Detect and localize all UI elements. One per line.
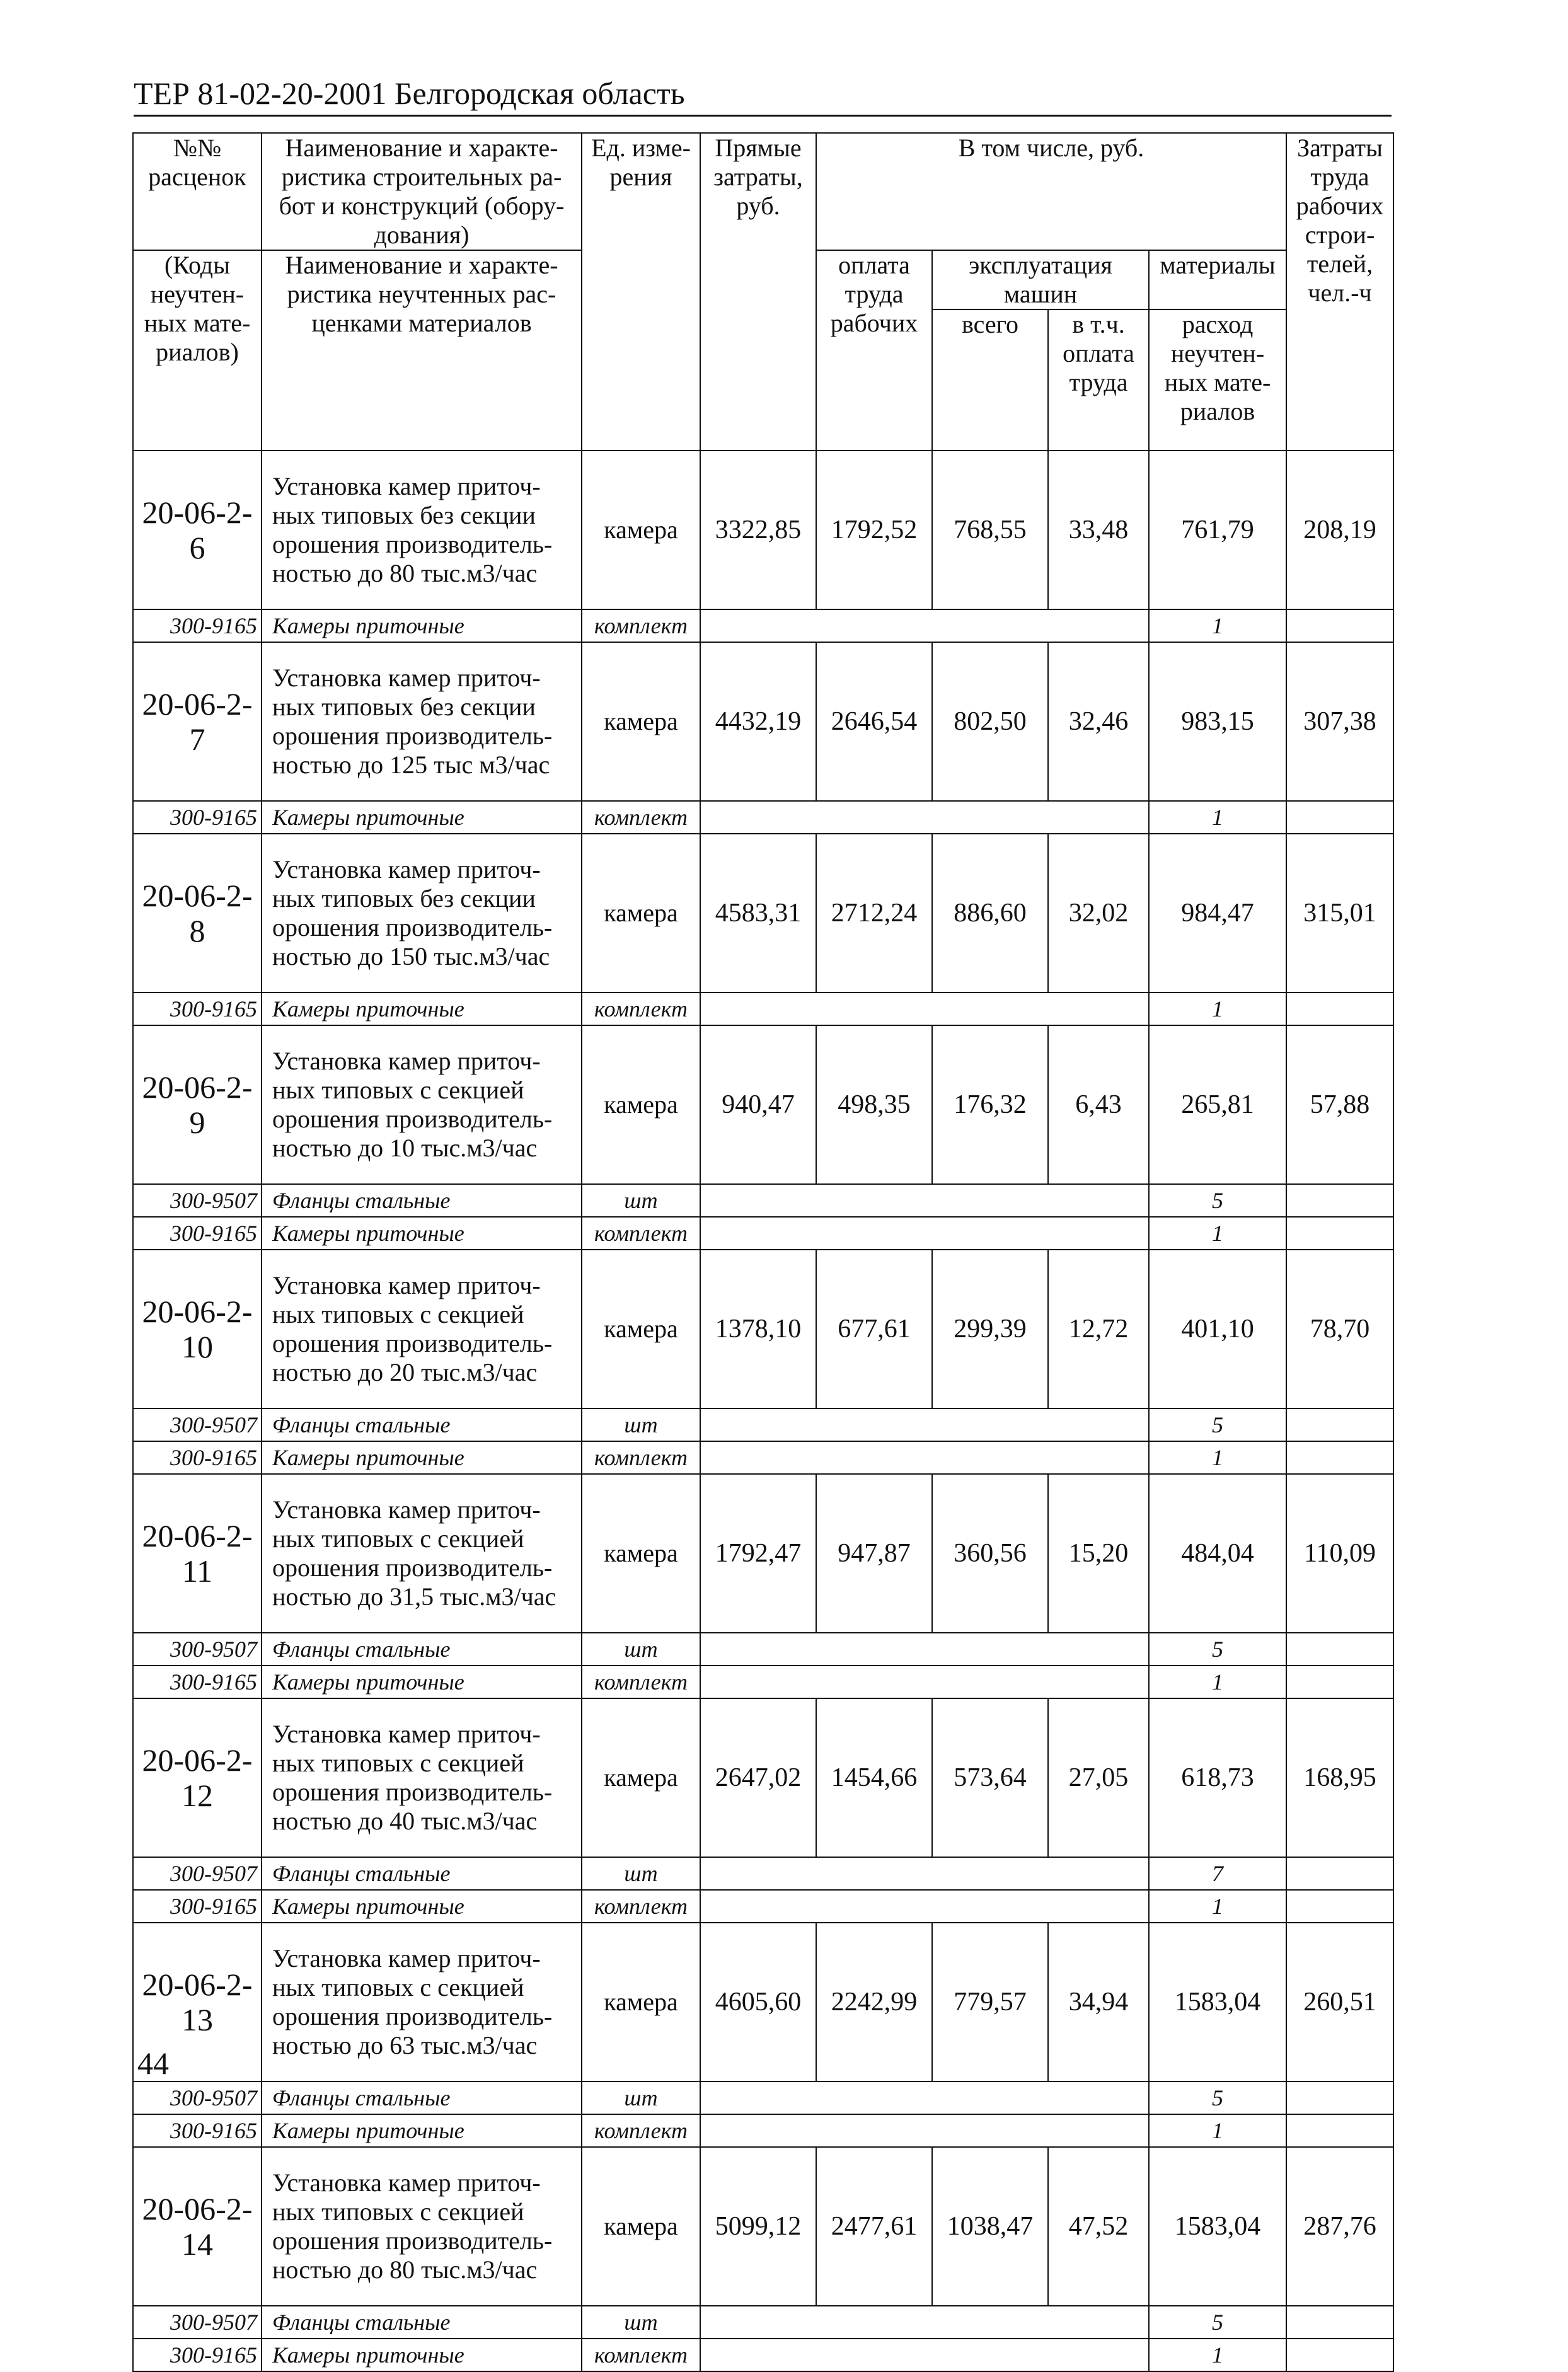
material-unit: комплект <box>582 609 700 642</box>
material-code: 300-9165 <box>133 2114 262 2147</box>
material-code: 300-9507 <box>133 1857 262 1890</box>
header-machine-total: всего <box>932 309 1048 451</box>
materials-cost: 618,73 <box>1149 1698 1286 1857</box>
material-unit: шт <box>582 1408 700 1441</box>
header-materials: материалы <box>1149 250 1286 309</box>
machine-total: 360,56 <box>932 1474 1048 1633</box>
material-name: Фланцы стальные <box>262 1184 582 1217</box>
header-code: №№ расценок <box>133 133 262 250</box>
material-row <box>133 1441 1393 1474</box>
material-empty-labor <box>1286 2306 1393 2339</box>
material-name: Камеры приточные <box>262 1441 582 1474</box>
material-empty-span <box>700 2339 1149 2371</box>
material-name: Камеры приточные <box>262 993 582 1025</box>
header-row-1 <box>133 133 1393 250</box>
material-unit: шт <box>582 1857 700 1890</box>
rate-code: 20-06-2-9 <box>133 1025 262 1184</box>
table-body <box>133 133 1393 2371</box>
direct-costs: 940,47 <box>700 1025 816 1184</box>
labor-pay: 2646,54 <box>816 642 932 801</box>
material-unit: шт <box>582 1184 700 1217</box>
material-code: 300-9165 <box>133 1217 262 1250</box>
material-code: 300-9507 <box>133 2306 262 2339</box>
material-qty: 1 <box>1149 1217 1286 1250</box>
rate-row <box>133 1025 1393 1184</box>
material-name: Камеры приточные <box>262 1666 582 1698</box>
rate-row <box>133 1474 1393 1633</box>
rate-code: 20-06-2-12 <box>133 1698 262 1857</box>
material-empty-labor <box>1286 609 1393 642</box>
material-unit: комплект <box>582 1666 700 1698</box>
material-row <box>133 2114 1393 2147</box>
rate-code: 20-06-2-11 <box>133 1474 262 1633</box>
machine-pay: 6,43 <box>1048 1025 1149 1184</box>
header-code-alt: (Коды неучтен-ных мате-риалов) <box>133 250 262 451</box>
material-empty-span <box>700 1633 1149 1666</box>
material-unit: комплект <box>582 1441 700 1474</box>
rate-row <box>133 642 1393 801</box>
price-table <box>132 132 1394 2372</box>
material-name: Камеры приточные <box>262 609 582 642</box>
material-qty: 5 <box>1149 2081 1286 2114</box>
rate-unit: камера <box>582 1923 700 2081</box>
rate-name: Установка камер приточ-ных типовых с секцией орошения производитель-ностью до 40 тыс.м3/час <box>262 1698 582 1857</box>
materials-cost: 484,04 <box>1149 1474 1286 1633</box>
material-empty-span <box>700 1441 1149 1474</box>
material-name: Фланцы стальные <box>262 1408 582 1441</box>
rate-code: 20-06-2-10 <box>133 1250 262 1408</box>
rate-row <box>133 2147 1393 2306</box>
labor-costs: 287,76 <box>1286 2147 1393 2306</box>
machine-pay: 47,52 <box>1048 2147 1149 2306</box>
labor-pay: 2712,24 <box>816 834 932 993</box>
material-code: 300-9165 <box>133 1666 262 1698</box>
materials-cost: 265,81 <box>1149 1025 1286 1184</box>
material-row <box>133 1857 1393 1890</box>
rate-name: Установка камер приточ-ных типовых с секцией орошения производитель-ностью до 80 тыс.м3/час <box>262 2147 582 2306</box>
rate-unit: камера <box>582 1698 700 1857</box>
material-empty-span <box>700 2306 1149 2339</box>
labor-costs: 208,19 <box>1286 451 1393 609</box>
material-empty-labor <box>1286 801 1393 834</box>
material-code: 300-9507 <box>133 1633 262 1666</box>
direct-costs: 4583,31 <box>700 834 816 993</box>
material-code: 300-9507 <box>133 1408 262 1441</box>
material-row <box>133 1408 1393 1441</box>
material-empty-span <box>700 993 1149 1025</box>
header-machine-pay: в т.ч. оплата труда <box>1048 309 1149 451</box>
material-code: 300-9165 <box>133 609 262 642</box>
rate-code: 20-06-2-13 <box>133 1923 262 2081</box>
material-row <box>133 1217 1393 1250</box>
material-row <box>133 1890 1393 1923</box>
header-direct-costs: Прямые затраты, руб. <box>700 133 816 451</box>
material-empty-span <box>700 801 1149 834</box>
materials-cost: 761,79 <box>1149 451 1286 609</box>
material-unit: шт <box>582 2306 700 2339</box>
material-qty: 1 <box>1149 2114 1286 2147</box>
material-row <box>133 609 1393 642</box>
material-name: Камеры приточные <box>262 2339 582 2371</box>
labor-pay: 1454,66 <box>816 1698 932 1857</box>
rate-name: Установка камер приточ-ных типовых с секцией орошения производитель-ностью до 20 тыс.м3/час <box>262 1250 582 1408</box>
material-empty-span <box>700 609 1149 642</box>
material-empty-labor <box>1286 1857 1393 1890</box>
material-empty-span <box>700 2114 1149 2147</box>
labor-costs: 57,88 <box>1286 1025 1393 1184</box>
rate-name: Установка камер приточ-ных типовых с секцией орошения производитель-ностью до 63 тыс.м3/час <box>262 1923 582 2081</box>
material-empty-labor <box>1286 1666 1393 1698</box>
material-name: Фланцы стальные <box>262 2306 582 2339</box>
machine-total: 176,32 <box>932 1025 1048 1184</box>
material-empty-span <box>700 1184 1149 1217</box>
material-empty-labor <box>1286 1184 1393 1217</box>
material-code: 300-9165 <box>133 1441 262 1474</box>
rate-name: Установка камер приточ-ных типовых без секции орошения производитель-ностью до 150 тыс.м3/час <box>262 834 582 993</box>
material-empty-labor <box>1286 1408 1393 1441</box>
material-empty-span <box>700 2081 1149 2114</box>
machine-total: 768,55 <box>932 451 1048 609</box>
labor-pay: 498,35 <box>816 1025 932 1184</box>
rate-row <box>133 1923 1393 2081</box>
material-qty: 1 <box>1149 1890 1286 1923</box>
rate-unit: камера <box>582 2147 700 2306</box>
material-unit: комплект <box>582 1217 700 1250</box>
material-empty-span <box>700 1890 1149 1923</box>
material-row <box>133 1633 1393 1666</box>
header-name: Наименование и характе-ристика строительных ра-бот и конструкций (обору-дования) <box>262 133 582 250</box>
labor-costs: 260,51 <box>1286 1923 1393 2081</box>
header-name-alt: Наименование и характе-ристика неучтенных рас-ценками материалов <box>262 250 582 451</box>
machine-pay: 34,94 <box>1048 1923 1149 2081</box>
rate-row <box>133 1698 1393 1857</box>
material-empty-labor <box>1286 2339 1393 2371</box>
header-labor-pay: оплата труда рабочих <box>816 250 932 451</box>
header-machine-operation: эксплуатация машин <box>932 250 1149 309</box>
machine-pay: 32,46 <box>1048 642 1149 801</box>
rate-row <box>133 451 1393 609</box>
material-empty-labor <box>1286 1890 1393 1923</box>
material-empty-labor <box>1286 1441 1393 1474</box>
material-unit: комплект <box>582 993 700 1025</box>
header-including: В том числе, руб. <box>816 133 1286 250</box>
labor-costs: 110,09 <box>1286 1474 1393 1633</box>
machine-total: 886,60 <box>932 834 1048 993</box>
direct-costs: 5099,12 <box>700 2147 816 2306</box>
direct-costs: 2647,02 <box>700 1698 816 1857</box>
machine-total: 779,57 <box>932 1923 1048 2081</box>
header-unit: Ед. изме-рения <box>582 133 700 451</box>
direct-costs: 1378,10 <box>700 1250 816 1408</box>
machine-total: 802,50 <box>932 642 1048 801</box>
labor-costs: 78,70 <box>1286 1250 1393 1408</box>
material-empty-labor <box>1286 2081 1393 2114</box>
rate-unit: камера <box>582 642 700 801</box>
material-empty-labor <box>1286 2114 1393 2147</box>
material-name: Камеры приточные <box>262 801 582 834</box>
materials-cost: 1583,04 <box>1149 2147 1286 2306</box>
material-qty: 5 <box>1149 1184 1286 1217</box>
material-empty-labor <box>1286 1633 1393 1666</box>
material-code: 300-9507 <box>133 1184 262 1217</box>
material-qty: 1 <box>1149 801 1286 834</box>
materials-cost: 401,10 <box>1149 1250 1286 1408</box>
machine-total: 573,64 <box>932 1698 1048 1857</box>
direct-costs: 3322,85 <box>700 451 816 609</box>
material-unit: комплект <box>582 2339 700 2371</box>
header-materials-alt: расход неучтен-ных мате-риалов <box>1149 309 1286 451</box>
rate-name: Установка камер приточ-ных типовых с секцией орошения производитель-ностью до 10 тыс.м3/час <box>262 1025 582 1184</box>
material-qty: 7 <box>1149 1857 1286 1890</box>
material-unit: шт <box>582 2081 700 2114</box>
rate-name: Установка камер приточ-ных типовых с секцией орошения производитель-ностью до 31,5 тыс.м3/час <box>262 1474 582 1633</box>
material-code: 300-9507 <box>133 2081 262 2114</box>
material-qty: 1 <box>1149 609 1286 642</box>
material-name: Камеры приточные <box>262 1890 582 1923</box>
rate-name: Установка камер приточ-ных типовых без секции орошения производитель-ностью до 80 тыс.м3/час <box>262 451 582 609</box>
labor-pay: 2242,99 <box>816 1923 932 2081</box>
rate-code: 20-06-2-14 <box>133 2147 262 2306</box>
rate-code: 20-06-2-8 <box>133 834 262 993</box>
direct-costs: 4432,19 <box>700 642 816 801</box>
machine-pay: 12,72 <box>1048 1250 1149 1408</box>
material-unit: комплект <box>582 1890 700 1923</box>
machine-total: 299,39 <box>932 1250 1048 1408</box>
material-unit: шт <box>582 1633 700 1666</box>
rate-unit: камера <box>582 1025 700 1184</box>
material-empty-labor <box>1286 993 1393 1025</box>
header-labor-costs: Затраты труда рабочих строи-телей, чел.-ч <box>1286 133 1393 451</box>
labor-pay: 2477,61 <box>816 2147 932 2306</box>
direct-costs: 4605,60 <box>700 1923 816 2081</box>
labor-costs: 315,01 <box>1286 834 1393 993</box>
rate-code: 20-06-2-6 <box>133 451 262 609</box>
machine-pay: 32,02 <box>1048 834 1149 993</box>
material-qty: 5 <box>1149 2306 1286 2339</box>
material-qty: 1 <box>1149 1441 1286 1474</box>
rate-unit: камера <box>582 451 700 609</box>
material-qty: 1 <box>1149 2339 1286 2371</box>
machine-pay: 33,48 <box>1048 451 1149 609</box>
material-row <box>133 1184 1393 1217</box>
material-qty: 5 <box>1149 1633 1286 1666</box>
material-name: Фланцы стальные <box>262 1857 582 1890</box>
rate-unit: камера <box>582 834 700 993</box>
labor-costs: 307,38 <box>1286 642 1393 801</box>
material-empty-span <box>700 1666 1149 1698</box>
material-row <box>133 1666 1393 1698</box>
material-empty-span <box>700 1217 1149 1250</box>
page-number: 44 <box>137 2046 169 2081</box>
rate-unit: камера <box>582 1250 700 1408</box>
material-row <box>133 2306 1393 2339</box>
labor-costs: 168,95 <box>1286 1698 1393 1857</box>
rate-code: 20-06-2-7 <box>133 642 262 801</box>
material-empty-span <box>700 1408 1149 1441</box>
materials-cost: 984,47 <box>1149 834 1286 993</box>
material-name: Камеры приточные <box>262 1217 582 1250</box>
material-code: 300-9165 <box>133 993 262 1025</box>
page-header: ТЕР 81-02-20-2001 Белгородская область <box>134 74 1392 117</box>
machine-pay: 27,05 <box>1048 1698 1149 1857</box>
labor-pay: 1792,52 <box>816 451 932 609</box>
machine-total: 1038,47 <box>932 2147 1048 2306</box>
material-name: Фланцы стальные <box>262 2081 582 2114</box>
material-empty-labor <box>1286 1217 1393 1250</box>
material-unit: комплект <box>582 801 700 834</box>
material-name: Фланцы стальные <box>262 1633 582 1666</box>
material-code: 300-9165 <box>133 2339 262 2371</box>
material-row <box>133 993 1393 1025</box>
material-qty: 1 <box>1149 993 1286 1025</box>
direct-costs: 1792,47 <box>700 1474 816 1633</box>
material-code: 300-9165 <box>133 801 262 834</box>
material-row <box>133 2081 1393 2114</box>
material-empty-span <box>700 1857 1149 1890</box>
machine-pay: 15,20 <box>1048 1474 1149 1633</box>
rate-row <box>133 1250 1393 1408</box>
rate-row <box>133 834 1393 993</box>
material-qty: 1 <box>1149 1666 1286 1698</box>
material-code: 300-9165 <box>133 1890 262 1923</box>
material-name: Камеры приточные <box>262 2114 582 2147</box>
rate-unit: камера <box>582 1474 700 1633</box>
material-unit: комплект <box>582 2114 700 2147</box>
materials-cost: 983,15 <box>1149 642 1286 801</box>
materials-cost: 1583,04 <box>1149 1923 1286 2081</box>
material-qty: 5 <box>1149 1408 1286 1441</box>
material-row <box>133 801 1393 834</box>
labor-pay: 947,87 <box>816 1474 932 1633</box>
rate-name: Установка камер приточ-ных типовых без секции орошения производитель-ностью до 125 тыс м3/час <box>262 642 582 801</box>
labor-pay: 677,61 <box>816 1250 932 1408</box>
material-row <box>133 2339 1393 2371</box>
